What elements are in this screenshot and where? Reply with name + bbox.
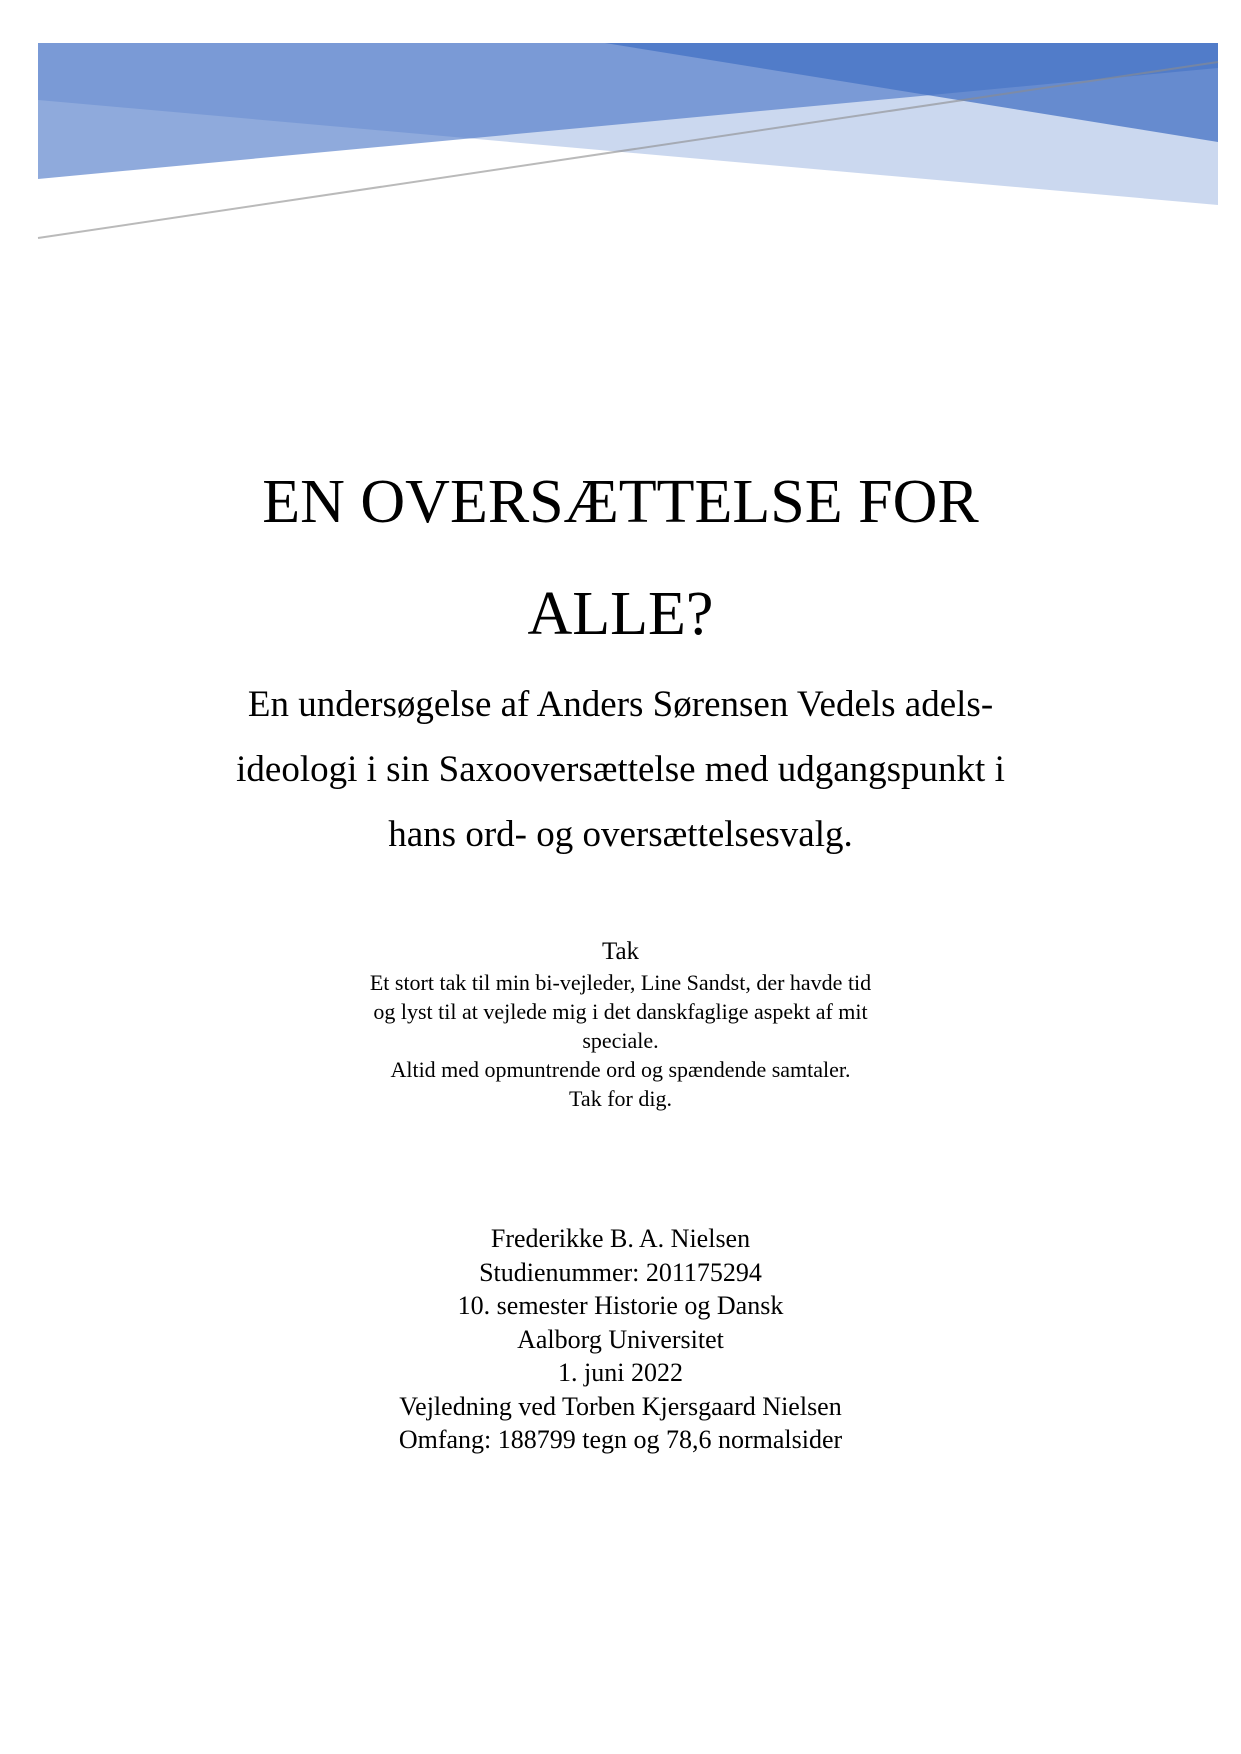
document-title (0, 446, 1241, 670)
acknowledgements-line: Altid med opmuntrende ord og spændende samtaler. (390, 1057, 851, 1082)
student-number: Studienummer: 201175294 (479, 1257, 762, 1287)
semester: 10. semester Historie og Dansk (457, 1291, 784, 1320)
cover-banner-graphic (0, 0, 1241, 260)
subtitle-line-3: hans ord- og oversættelsesvalg. (388, 814, 853, 855)
acknowledgements (0, 936, 1241, 1113)
author-info (0, 1222, 1241, 1457)
supervisor: Vejledning ved Torben Kjersgaard Nielsen (399, 1391, 842, 1421)
scope: Omfang: 188799 tegn og 78,6 normalsider (398, 1425, 843, 1454)
acknowledgements-line: speciale. (582, 1028, 659, 1053)
document-subtitle (0, 672, 1241, 867)
acknowledgements-line: Et stort tak til min bi-vejleder, Line Sandst, der havde tid (369, 970, 872, 995)
acknowledgements-heading: Tak (601, 938, 640, 965)
acknowledgements-line: og lyst til at vejlede mig i det danskfaglige aspekt af mit (373, 999, 868, 1024)
title-line-2: ALLE? (527, 580, 714, 648)
university: Aalborg Universitet (517, 1324, 724, 1354)
title-line-1: EN OVERSÆTTELSE FOR (262, 468, 979, 536)
acknowledgements-line: Tak for dig. (569, 1086, 672, 1111)
submission-date: 1. juni 2022 (558, 1358, 683, 1387)
author-name: Frederikke B. A. Nielsen (490, 1224, 751, 1253)
subtitle-line-2: ideologi i sin Saxooversættelse med udgangspunkt i (236, 749, 1005, 790)
subtitle-line-1: En undersøgelse af Anders Sørensen Vedels adels- (247, 684, 994, 725)
